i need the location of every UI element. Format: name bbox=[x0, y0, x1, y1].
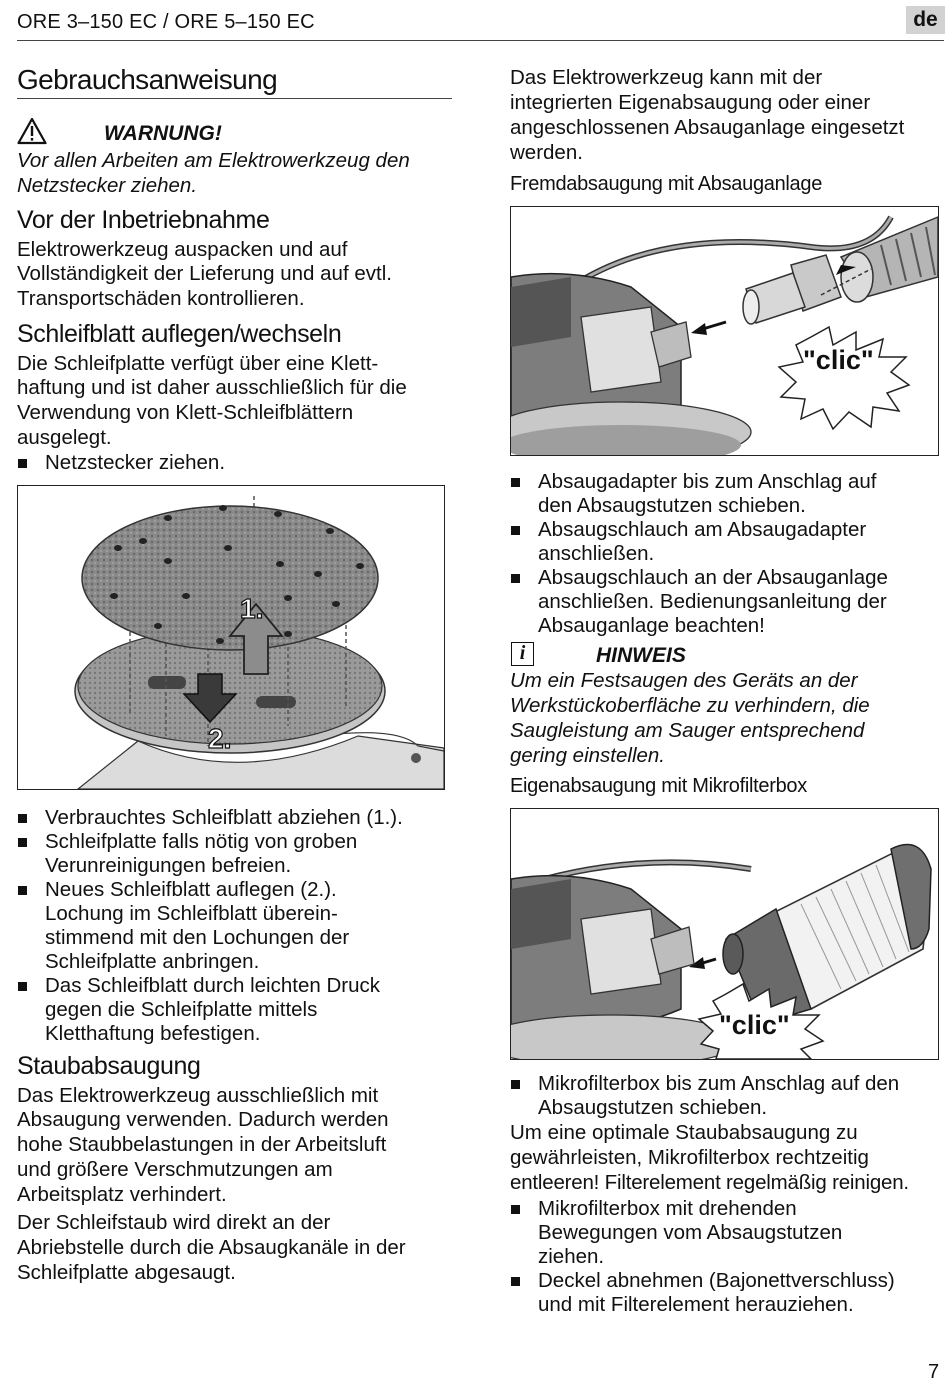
sanding-sheet-line-3: Verwendung von Klett-Schleifblättern bbox=[17, 401, 354, 424]
bullet-microfilter-remove: Mikrofilterbox mit drehenden Bewegungen vom Absaugstutzen ziehen. bbox=[510, 1197, 842, 1269]
internal-para-line-3: entleeren! Filterelement regelmäßig reinigen. bbox=[510, 1171, 909, 1194]
bullet-place-sheet: Neues Schleifblatt auflegen (2.). Lochung im Schleifblatt überein- stimmend mit den Lochungen der Schleifplatte anbringen. bbox=[17, 878, 349, 974]
figure-microfilter-box bbox=[510, 808, 939, 1060]
before-use-line-2: Vollständigkeit der Lieferung und auf evtl. bbox=[17, 262, 392, 285]
language-badge: de bbox=[906, 6, 945, 34]
heading-external-extraction: Fremdabsaugung mit Absauganlage bbox=[510, 173, 823, 195]
intro-line-1: Das Elektrowerkzeug kann mit der bbox=[510, 66, 823, 89]
before-use-line-3: Transportschäden kontrollieren. bbox=[17, 287, 305, 310]
note-line-4: gering einstellen. bbox=[510, 744, 665, 767]
bullet-remove-sheet: Verbrauchtes Schleifblatt abziehen (1.). bbox=[17, 806, 403, 830]
intro-line-2: integrierten Eigenabsaugung oder einer bbox=[510, 91, 871, 114]
bullet-attach-sheet: Das Schleifblatt durch leichten Druck gegen die Schleifplatte mittels Kletthaftung befestigen. bbox=[17, 974, 380, 1046]
heading-before-use: Vor der Inbetriebnahme bbox=[17, 206, 270, 234]
warning-text-line-2: Netzstecker ziehen. bbox=[17, 174, 198, 197]
sanding-sheet-line-2: haftung und ist daher ausschließlich für die bbox=[17, 376, 407, 399]
warning-label: WARNUNG! bbox=[104, 122, 222, 145]
dust-para2-line-3: Schleifplatte abgesaugt. bbox=[17, 1261, 236, 1284]
internal-para-line-1: Um eine optimale Staubabsaugung zu bbox=[510, 1121, 858, 1144]
note-line-3: Saugleistung am Sauger entsprechend bbox=[510, 719, 865, 742]
note-line-1: Um ein Festsaugen des Geräts an der bbox=[510, 669, 858, 692]
figure-sanding-pad bbox=[17, 485, 445, 790]
bullet-cover-remove: Deckel abnehmen (Bajonettverschluss) und mit Filterelement herauziehen. bbox=[510, 1269, 895, 1317]
warning-triangle-icon bbox=[17, 117, 47, 145]
figure-external-extraction bbox=[510, 206, 939, 456]
note-line-2: Werkstückoberfläche zu verhindern, die bbox=[510, 694, 870, 717]
internal-para-line-2: gewährleisten, Mikrofilterbox rechtzeitig bbox=[510, 1146, 869, 1169]
bullet-hose-system: Absaugschlauch an der Absauganlage anschließen. Bedienungsanleitung der Absauganlage beachten! bbox=[510, 566, 888, 638]
dust-para2-line-1: Der Schleifstaub wird direkt an der bbox=[17, 1211, 331, 1234]
bullet-hose-adapter: Absaugschlauch am Absaugadapter anschließen. bbox=[510, 518, 866, 566]
click-label-internal: "clic" bbox=[719, 1010, 790, 1040]
intro-line-4: werden. bbox=[510, 141, 583, 164]
bullet-clean-pad: Schleifplatte falls nötig von groben Verunreinigungen befreien. bbox=[17, 830, 357, 878]
click-label-external: "clic" bbox=[803, 345, 874, 375]
info-icon: i bbox=[511, 642, 534, 666]
step-1-label: 1. bbox=[240, 593, 264, 624]
before-use-line-1: Elektrowerkzeug auspacken und auf bbox=[17, 238, 348, 261]
section-title-rule bbox=[17, 98, 452, 99]
sanding-sheet-line-4: ausgelegt. bbox=[17, 426, 112, 449]
step-2-label: 2. bbox=[208, 723, 232, 754]
dust-para1-line-2: Absaugung verwenden. Dadurch werden bbox=[17, 1108, 389, 1131]
dust-para1-line-4: und größere Verschmutzungen am bbox=[17, 1158, 333, 1181]
dust-para1-line-5: Arbeitsplatz verhindert. bbox=[17, 1183, 227, 1206]
dust-para2-line-2: Abriebstelle durch die Absaugkanäle in der bbox=[17, 1236, 406, 1259]
sanding-sheet-line-1: Die Schleifplatte verfügt über eine Klett- bbox=[17, 352, 379, 375]
heading-dust-extraction: Staubabsaugung bbox=[17, 1052, 201, 1080]
dust-para1-line-3: hohe Staubbelastungen in der Arbeitsluft bbox=[17, 1133, 387, 1156]
bullet-microfilter-push: Mikrofilterbox bis zum Anschlag auf den Absaugstutzen schieben. bbox=[510, 1072, 899, 1120]
bullet-unplug: Netzstecker ziehen. bbox=[17, 451, 225, 475]
heading-internal-extraction: Eigenabsaugung mit Mikrofilterbox bbox=[510, 775, 807, 797]
bullet-adapter-push: Absaugadapter bis zum Anschlag auf den Absaugstutzen schieben. bbox=[510, 470, 876, 518]
warning-text-line-1: Vor allen Arbeiten am Elektrowerkzeug den bbox=[17, 149, 410, 172]
header-divider bbox=[17, 40, 944, 41]
heading-sanding-sheet: Schleifblatt auflegen/wechseln bbox=[17, 320, 342, 348]
dust-para1-line-1: Das Elektrowerkzeug ausschließlich mit bbox=[17, 1084, 379, 1107]
page-number: 7 bbox=[928, 1361, 940, 1383]
section-title: Gebrauchsanweisung bbox=[17, 64, 278, 95]
document-model-title: ORE 3–150 EC / ORE 5–150 EC bbox=[17, 11, 315, 33]
intro-line-3: angeschlossenen Absauganlage eingesetzt bbox=[510, 116, 905, 139]
note-label: HINWEIS bbox=[596, 644, 686, 667]
